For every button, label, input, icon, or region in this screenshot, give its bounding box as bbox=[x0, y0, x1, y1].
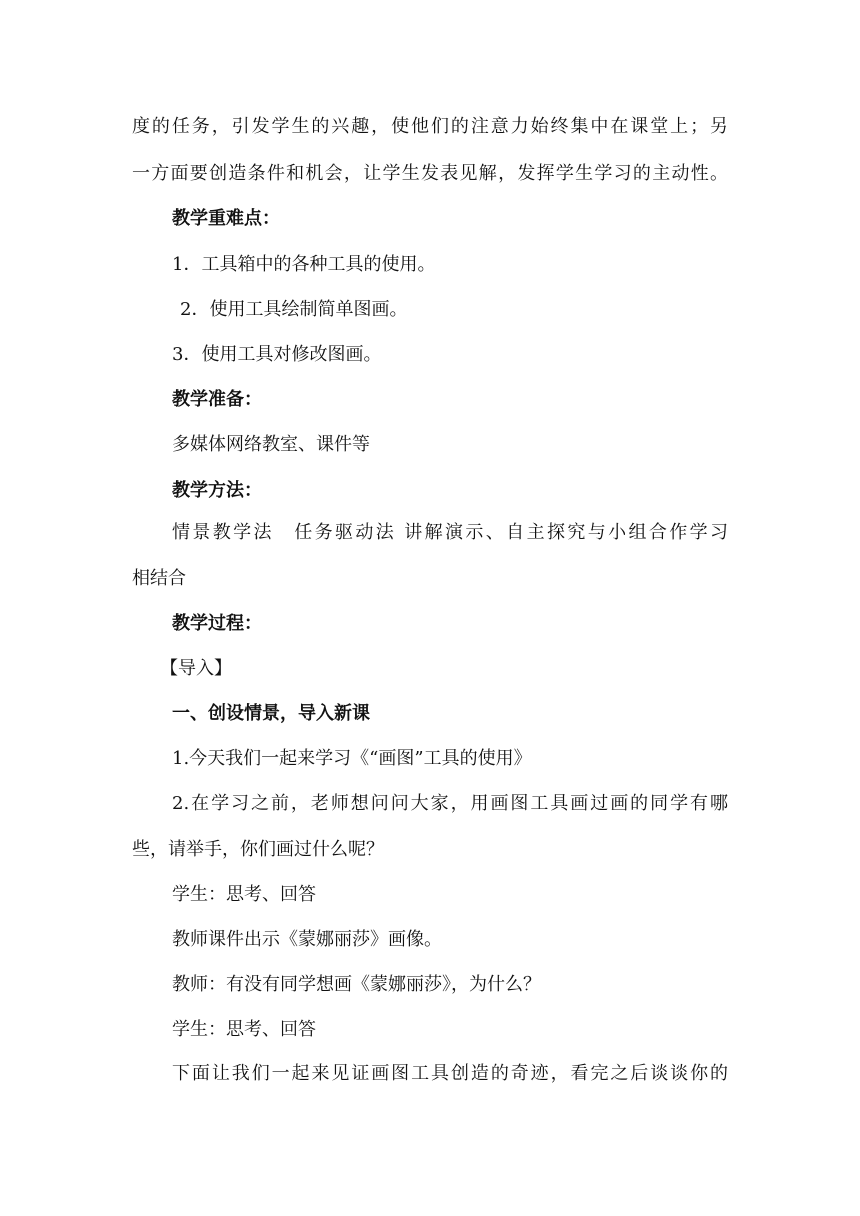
process-heading: 教学过程： bbox=[172, 613, 262, 634]
student-answer-2: 学生：思考、回答 bbox=[172, 1019, 316, 1040]
key-points-heading: 教学重难点： bbox=[172, 208, 280, 229]
intro-line-1: 度的任务，引发学生的兴趣，使他们的注意力始终集中在课堂上；另 bbox=[132, 116, 728, 137]
methods-line-1: 情景教学法 任务驱动法 讲解演示、自主探究与小组合作学习 bbox=[172, 522, 728, 543]
key-point-2: 2．使用工具绘制简单图画。 bbox=[180, 299, 408, 320]
preparation-heading: 教学准备： bbox=[172, 389, 262, 410]
key-point-3: 3．使用工具对修改图画。 bbox=[172, 344, 382, 365]
intro-line-2: 一方面要创造条件和机会，让学生发表见解，发挥学生学习的主动性。 bbox=[132, 163, 728, 184]
teacher-show: 教师课件出示《蒙娜丽莎》画像。 bbox=[172, 929, 442, 950]
step-1: 1.今天我们一起来学习《“画图”工具的使用》 bbox=[172, 748, 532, 769]
methods-line-2: 相结合 bbox=[132, 568, 186, 589]
closing-line: 下面让我们一起来见证画图工具创造的奇迹，看完之后谈谈你的 bbox=[172, 1063, 728, 1084]
section-one-heading: 一、创设情景，导入新课 bbox=[172, 703, 370, 724]
teacher-question: 教师：有没有同学想画《蒙娜丽莎》，为什么？ bbox=[172, 974, 541, 995]
step-2-line-1: 2.在学习之前，老师想问问大家，用画图工具画过画的同学有哪 bbox=[172, 793, 728, 814]
preparation-text: 多媒体网络教室、课件等 bbox=[172, 434, 370, 455]
methods-heading: 教学方法： bbox=[172, 480, 262, 501]
student-answer-1: 学生：思考、回答 bbox=[172, 884, 316, 905]
step-2-line-2: 些，请举手，你们画过什么呢？ bbox=[132, 839, 384, 860]
intro-bracket: 【导入】 bbox=[160, 658, 232, 679]
key-point-1: 1．工具箱中的各种工具的使用。 bbox=[172, 254, 436, 275]
